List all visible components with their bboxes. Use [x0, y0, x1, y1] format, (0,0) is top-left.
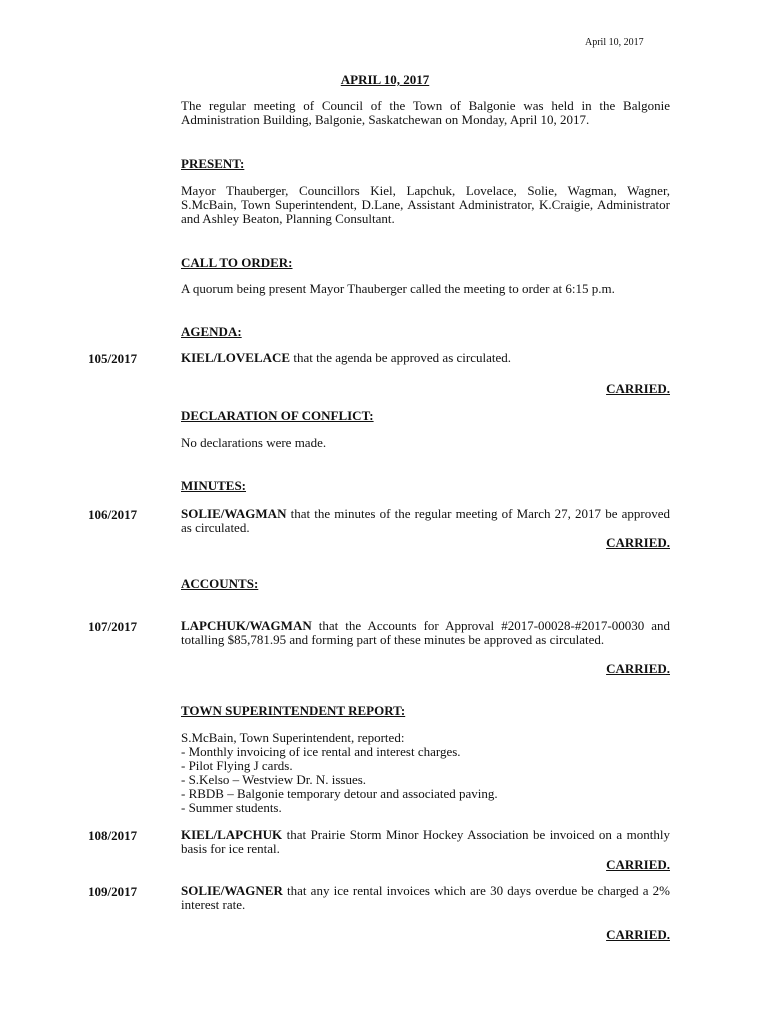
call-to-order-text: A quorum being present Mayor Thauberger called the meeting to order at 6:15 p.m.: [181, 281, 615, 296]
list-item: - S.Kelso – Westview Dr. N. issues.: [181, 772, 367, 787]
motion-109-text: [181, 884, 670, 912]
motion-106-mover: SOLIE/WAGMAN: [181, 506, 287, 521]
motion-107-mover: LAPCHUK/WAGMAN: [181, 618, 312, 633]
motion-107-carried: CARRIED.: [606, 661, 670, 676]
motion-106-body: that the minutes of the regular meeting of March 27, 2017 be approved as circulated.: [181, 506, 670, 535]
list-item: - Monthly invoicing of ice rental and interest charges.: [181, 744, 461, 759]
motion-109-carried: CARRIED.: [606, 927, 670, 942]
intro-paragraph: The regular meeting of Council of the Town of Balgonie was held in the Balgonie Administration Building, Balgonie, Saskatchewan on Monday, April 10, 2017.: [181, 98, 670, 127]
motion-number-107: 107/2017: [88, 619, 138, 634]
motion-108-body: that Prairie Storm Minor Hockey Association be invoiced on a monthly basis for ice rental.: [181, 827, 670, 856]
agenda-heading: AGENDA:: [181, 324, 242, 339]
list-item: - Pilot Flying J cards.: [181, 758, 293, 773]
call-to-order-heading: CALL TO ORDER:: [181, 255, 293, 270]
header-date: April 10, 2017: [585, 37, 644, 48]
motion-106-carried: CARRIED.: [606, 535, 670, 550]
motion-105-text: [181, 351, 670, 365]
accounts-heading: ACCOUNTS:: [181, 576, 259, 591]
page-title: APRIL 10, 2017: [340, 72, 430, 87]
list-item: - Summer students.: [181, 800, 282, 815]
minutes-heading: MINUTES:: [181, 478, 247, 493]
motion-108-mover: KIEL/LAPCHUK: [181, 827, 283, 842]
superintendent-heading: TOWN SUPERINTENDENT REPORT:: [181, 703, 406, 718]
motion-105-body: that the agenda be approved as circulated.: [290, 350, 511, 365]
motion-105-mover: KIEL/LOVELACE: [181, 350, 291, 365]
motion-number-105: 105/2017: [88, 351, 138, 366]
list-item: - RBDB – Balgonie temporary detour and associated paving.: [181, 786, 498, 801]
motion-105-carried: CARRIED.: [606, 381, 670, 396]
conflict-text: No declarations were made.: [181, 435, 327, 450]
motion-number-106: 106/2017: [88, 507, 138, 522]
motion-107-text: [181, 619, 670, 647]
motion-107-body: that the Accounts for Approval #2017-00028-#2017-00030 and totalling $85,781.95 and forming part of these minutes be approved as circulated.: [181, 618, 670, 647]
motion-108-carried: CARRIED.: [606, 857, 670, 872]
conflict-heading: DECLARATION OF CONFLICT:: [181, 408, 374, 423]
present-heading: PRESENT:: [181, 156, 245, 171]
motion-106-text: [181, 507, 670, 535]
present-text: Mayor Thauberger, Councillors Kiel, Lapchuk, Lovelace, Solie, Wagman, Wagner, S.McBain, Town Superintendent, D.Lane, Assistant Administrator, K.Craigie, Administrator and Ashley Beaton, Planning Consultant.: [181, 183, 670, 226]
motion-number-109: 109/2017: [88, 884, 138, 899]
superintendent-report: [181, 731, 670, 815]
superintendent-intro: S.McBain, Town Superintendent, reported:: [181, 730, 405, 745]
motion-108-text: [181, 828, 670, 856]
motion-109-body: that any ice rental invoices which are 30 days overdue be charged a 2% interest rate.: [181, 883, 670, 912]
motion-number-108: 108/2017: [88, 828, 138, 843]
motion-109-mover: SOLIE/WAGNER: [181, 883, 283, 898]
